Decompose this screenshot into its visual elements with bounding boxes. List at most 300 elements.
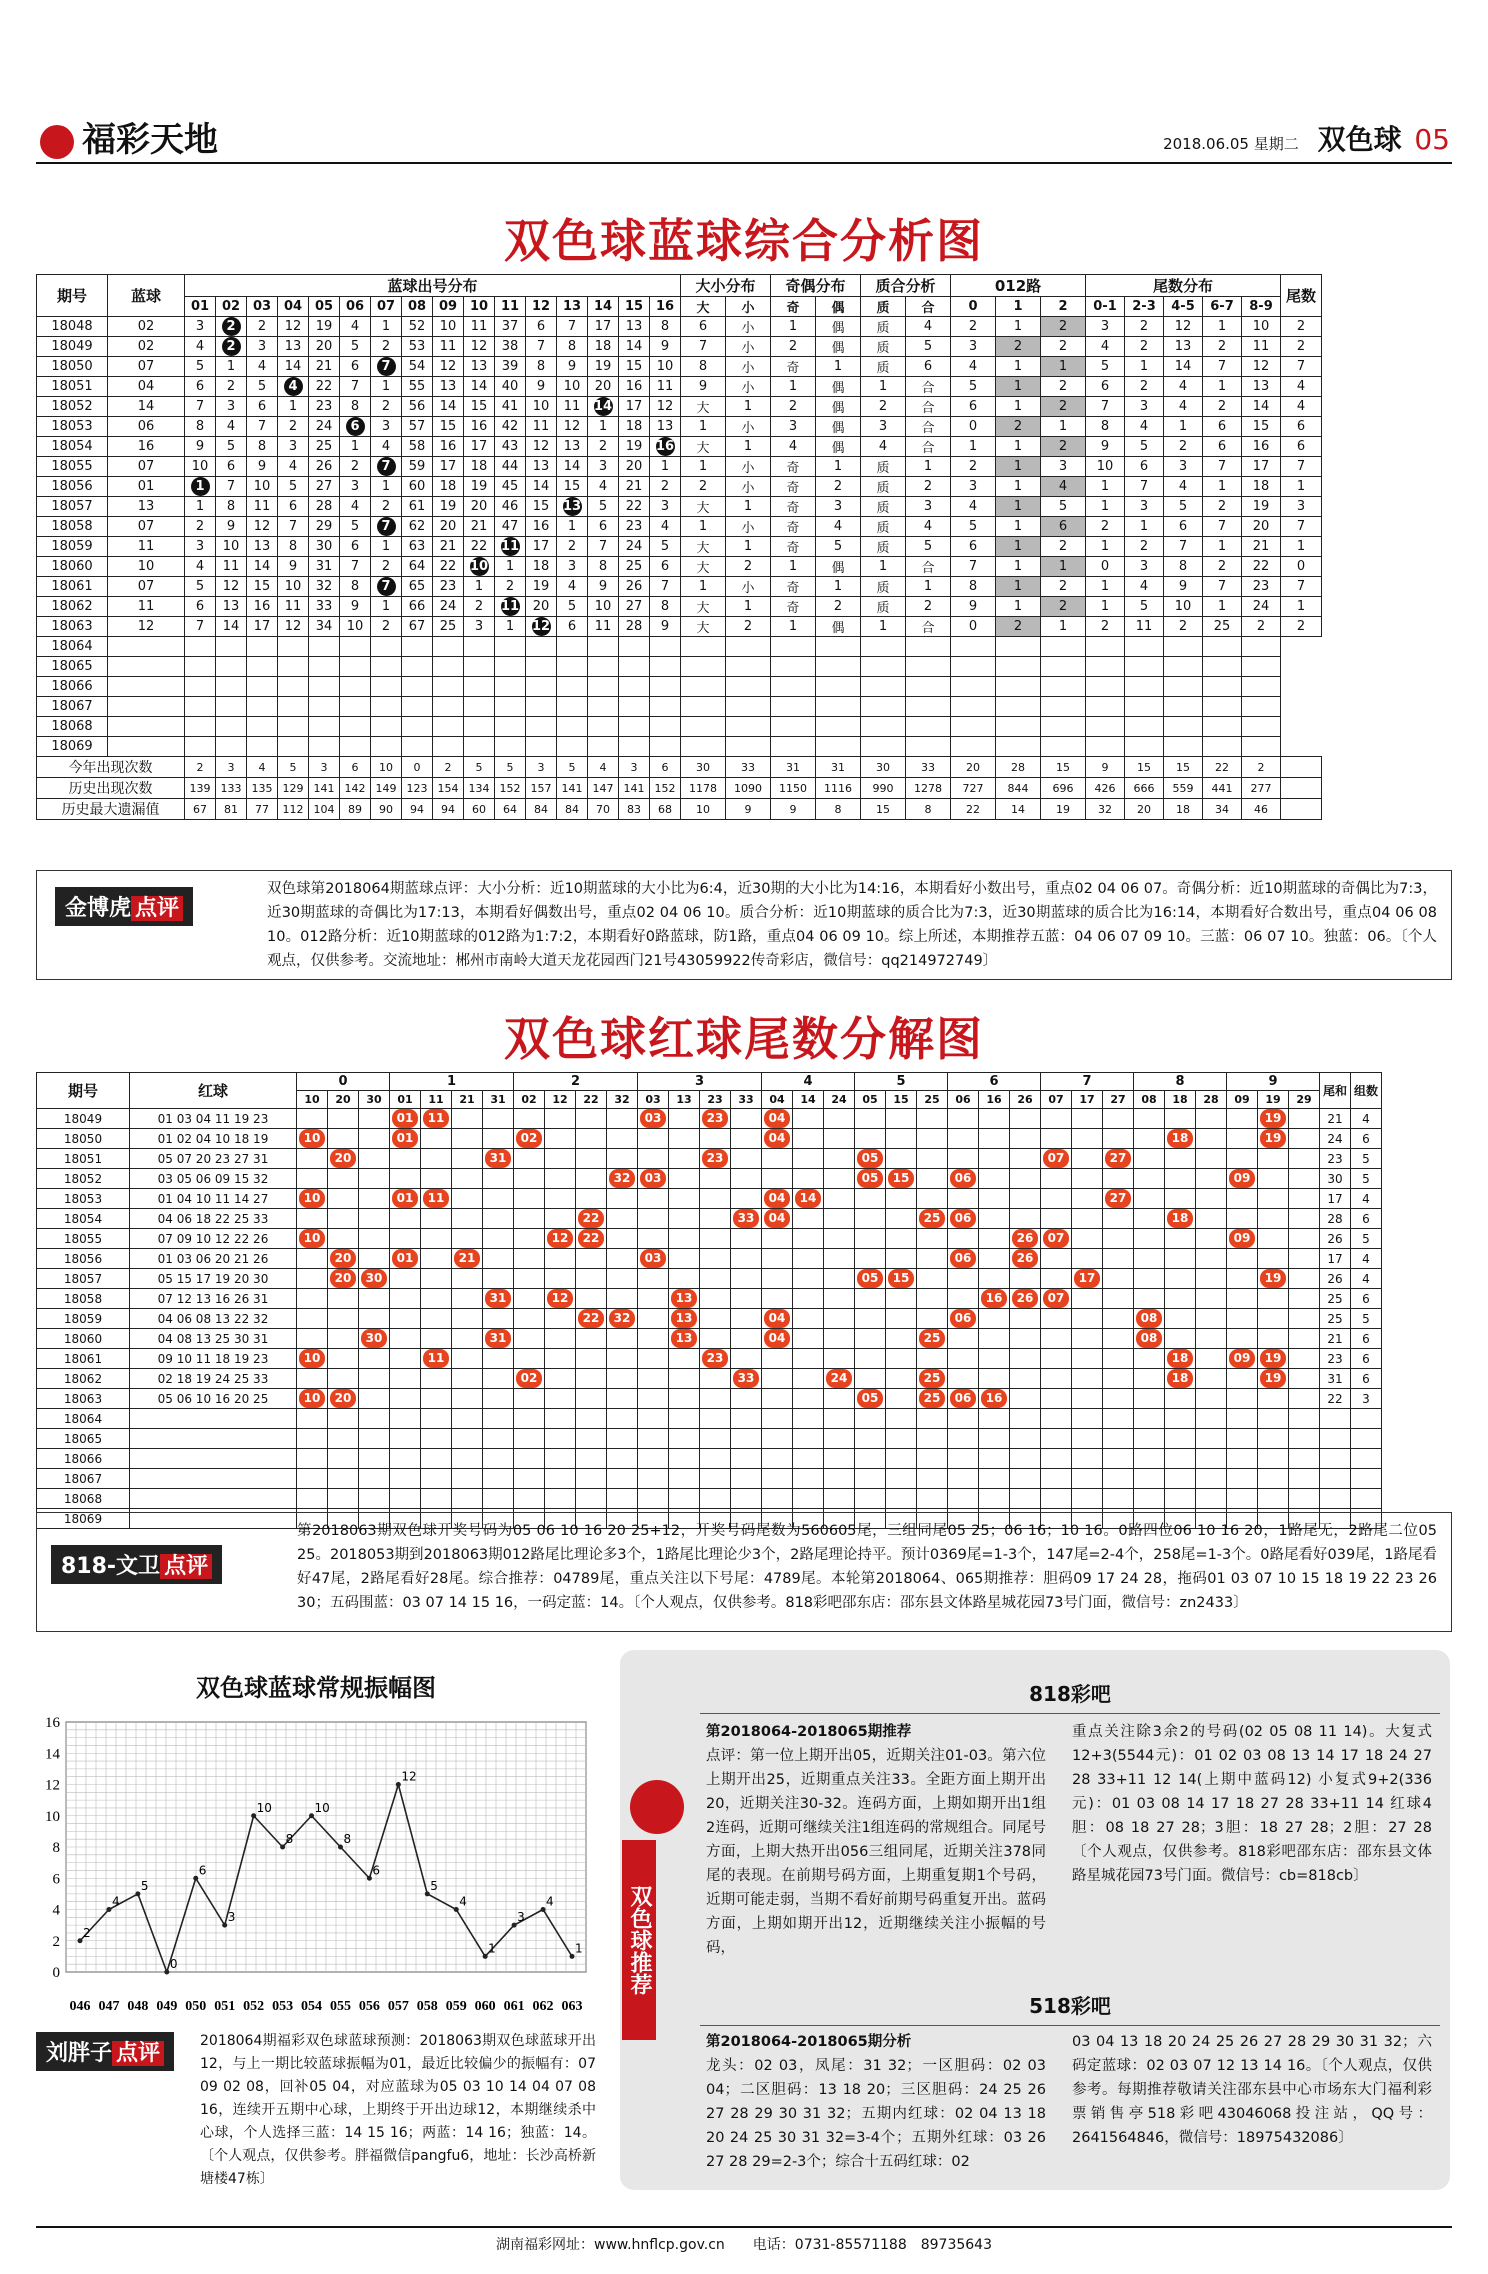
red-num-head: 20 — [328, 1091, 359, 1109]
tail-cell — [886, 1249, 917, 1269]
blue-cell: 07 — [108, 357, 185, 377]
tail-dist-cell: 6 — [1086, 377, 1125, 397]
tail-cell — [1227, 1369, 1258, 1389]
empty-cell — [1164, 677, 1203, 697]
dist-cell: 14 — [278, 357, 309, 377]
stats-cell: 15 — [1041, 757, 1086, 778]
red-num-head: 23 — [700, 1091, 731, 1109]
tail-cell — [607, 1189, 638, 1209]
table-row — [37, 1209, 1382, 1229]
empty-cell — [607, 1409, 638, 1429]
tail-cell — [1134, 1289, 1165, 1309]
blue-ball-mark: 2 — [222, 337, 241, 356]
tail-cell — [607, 1249, 638, 1269]
dist-cell: 10 — [588, 597, 619, 617]
empty-cell — [855, 1409, 886, 1429]
tail-cell — [855, 1269, 886, 1289]
tail-cell — [1134, 1209, 1165, 1229]
dist-cell: 37 — [495, 317, 526, 337]
empty-cell — [433, 657, 464, 677]
data-point — [280, 1845, 285, 1850]
tail-cell — [824, 1109, 855, 1129]
empty-cell — [861, 677, 906, 697]
tail-cell — [1134, 1369, 1165, 1389]
empty-cell — [185, 697, 216, 717]
empty-cell — [948, 1409, 979, 1429]
sum-cell: 25 — [1320, 1309, 1351, 1329]
issue-cell: 18066 — [37, 677, 108, 697]
tail-cell — [1258, 1169, 1289, 1189]
panel-badge-icon — [630, 1780, 684, 1834]
tail-cell — [359, 1309, 390, 1329]
tail-cell — [824, 1309, 855, 1329]
tail-dist-cell: 16 — [1242, 437, 1281, 457]
dist-cell: 11 — [650, 377, 681, 397]
group-cell: 6 — [1351, 1129, 1382, 1149]
dist-cell: 12 — [464, 337, 495, 357]
table-row — [37, 1329, 1382, 1349]
red-ball-mark: 13 — [671, 1289, 697, 1308]
tail-cell — [483, 1249, 514, 1269]
tail-cell — [917, 1169, 948, 1189]
empty-cell — [390, 1409, 421, 1429]
empty-cell — [1242, 657, 1281, 677]
empty-cell — [1134, 1449, 1165, 1469]
x-tick-label: 048 — [127, 1999, 149, 2014]
page-header-info — [1163, 118, 1450, 158]
empty-cell — [1320, 1469, 1351, 1489]
tail-cell — [1041, 1189, 1072, 1209]
tail-cell — [762, 1229, 793, 1249]
empty-cell — [1164, 697, 1203, 717]
red-ball-mark: 23 — [702, 1109, 728, 1128]
dist-cell: 2 — [464, 597, 495, 617]
tail-cell — [607, 1329, 638, 1349]
empty-cell — [495, 637, 526, 657]
tail-cell — [328, 1169, 359, 1189]
empty-cell — [619, 637, 650, 657]
empty-cell — [514, 1429, 545, 1449]
stat-cell: 偶 — [816, 417, 861, 437]
red-ball-mark: 07 — [1043, 1289, 1069, 1308]
issue-cell: 18048 — [37, 317, 108, 337]
empty-cell — [1086, 697, 1125, 717]
stats-cell: 2 — [1242, 757, 1281, 778]
red-ball-mark: 30 — [361, 1269, 387, 1288]
tail-cell — [390, 1229, 421, 1249]
empty-cell — [1289, 1429, 1320, 1449]
stats-cell: 3 — [216, 757, 247, 778]
empty-cell — [650, 637, 681, 657]
x-tick-label: 053 — [272, 1999, 294, 2014]
empty-cell — [340, 677, 371, 697]
tail-cell — [762, 1189, 793, 1209]
dist-cell: 13 — [650, 417, 681, 437]
x-tick-label: 047 — [98, 1999, 120, 2014]
tail-cell — [1041, 1249, 1072, 1269]
s818-left: 点评：第一位上期开出05，近期关注01-03。第六位上期开出25，近期重点关注33。全距方面上期开出20，近期关注30-32。连码方面，上期如期开出1组2连码，近期可继续关注1组连码的常规组合。同尾号方面，上期大热开出056三组同尾，近期关注378同尾的表现。在前期号码方面，上期重复期1个号码，近期可能走弱，当期不看好前期号码重复开出。蓝码方面，上期如期开出12，近期继续关注小振幅的号码， — [706, 1748, 1046, 1956]
red-ball-mark: 06 — [950, 1249, 976, 1268]
tail-dist-cell: 7 — [1164, 537, 1203, 557]
dist-cell: 6 — [247, 397, 278, 417]
dist-cell: 20 — [309, 337, 340, 357]
tail-dist-cell: 2 — [1125, 337, 1164, 357]
tail-cell — [483, 1309, 514, 1329]
dist-cell: 1 — [495, 557, 526, 577]
dist-cell: 21 — [309, 357, 340, 377]
tail-cell — [390, 1349, 421, 1369]
issue-cell: 18059 — [37, 537, 108, 557]
empty-cell — [1041, 697, 1086, 717]
red-ball-mark: 18 — [1167, 1209, 1193, 1228]
tail-cell — [607, 1269, 638, 1289]
dist-cell: 10 — [650, 357, 681, 377]
red-ball-mark: 06 — [950, 1389, 976, 1408]
empty-cell — [650, 677, 681, 697]
tail-cell — [1041, 1209, 1072, 1229]
stats-cell: 90 — [371, 799, 402, 820]
blue-num-head: 16 — [650, 297, 681, 317]
empty-cell — [340, 697, 371, 717]
empty-cell — [1125, 677, 1164, 697]
empty-cell — [1351, 1489, 1382, 1509]
tail-cell — [1134, 1269, 1165, 1289]
stat-cell: 1 — [681, 457, 726, 477]
red-ball-mark: 13 — [671, 1309, 697, 1328]
tail-cell — [824, 1349, 855, 1369]
stats-cell: 149 — [371, 778, 402, 799]
empty-cell — [951, 657, 996, 677]
newspaper-logo: 福彩天地 — [40, 112, 218, 161]
tail-cell: 4 — [1281, 397, 1322, 417]
dist-cell: 12 — [278, 617, 309, 637]
tail-cell — [793, 1329, 824, 1349]
table-row — [37, 1189, 1382, 1209]
issue-cell: 18061 — [37, 577, 108, 597]
tail-cell — [886, 1329, 917, 1349]
stats-cell: 94 — [402, 799, 433, 820]
stat-cell: 大 — [681, 497, 726, 517]
empty-cell — [278, 677, 309, 697]
dist-cell: 26 — [309, 457, 340, 477]
stats-cell: 142 — [340, 778, 371, 799]
x-tick-label: 052 — [243, 1999, 265, 2014]
red-ball-mark: 10 — [299, 1349, 325, 1368]
stats-label: 历史出现次数 — [37, 778, 185, 799]
tail-cell — [390, 1209, 421, 1229]
stat-cell: 2 — [771, 337, 816, 357]
empty-cell — [1103, 1489, 1134, 1509]
stats-cell: 67 — [185, 799, 216, 820]
tail-dist-cell: 11 — [1125, 617, 1164, 637]
blue-cell: 14 — [108, 397, 185, 417]
y-tick-label: 2 — [52, 1933, 60, 1950]
tail-cell — [483, 1389, 514, 1409]
tail-cell — [1289, 1389, 1320, 1409]
dist-cell: 8 — [247, 437, 278, 457]
tail-cell — [1072, 1329, 1103, 1349]
empty-cell — [421, 1489, 452, 1509]
red-ball-mark: 04 — [764, 1209, 790, 1228]
empty-cell — [1165, 1469, 1196, 1489]
dist-cell: 19 — [464, 477, 495, 497]
dist-cell: 19 — [619, 437, 650, 457]
tail-dist-cell: 1 — [1086, 597, 1125, 617]
s518-sub: 第2018064-2018065期分析 — [706, 2034, 912, 2050]
tail-dist-cell: 10 — [1086, 457, 1125, 477]
empty-cell — [464, 697, 495, 717]
tail-cell — [514, 1369, 545, 1389]
tail-cell — [1072, 1189, 1103, 1209]
dist-cell: 29 — [309, 517, 340, 537]
data-label: 10 — [256, 1800, 272, 1815]
table-row — [37, 497, 1322, 517]
tail-cell — [297, 1209, 328, 1229]
empty-cell — [855, 1469, 886, 1489]
empty-cell — [1320, 1409, 1351, 1429]
dist-cell: 19 — [309, 317, 340, 337]
dist-cell: 2 — [495, 577, 526, 597]
issue-cell: 18056 — [37, 1249, 130, 1269]
red-ball-mark: 20 — [330, 1149, 356, 1168]
tail-cell — [297, 1369, 328, 1389]
red-ball-mark: 07 — [1043, 1149, 1069, 1168]
tail-cell — [514, 1329, 545, 1349]
tail-cell — [483, 1109, 514, 1129]
dist-cell: 13 — [216, 597, 247, 617]
empty-cell — [433, 677, 464, 697]
empty-cell — [1041, 717, 1086, 737]
sum-cell: 26 — [1320, 1229, 1351, 1249]
tail-cell — [979, 1269, 1010, 1289]
dist-cell: 1 — [340, 437, 371, 457]
dist-cell: 67 — [402, 617, 433, 637]
stat-cell: 小 — [726, 377, 771, 397]
dist-cell: 14 — [619, 337, 650, 357]
data-point — [309, 1813, 314, 1818]
empty-cell — [607, 1469, 638, 1489]
empty-cell — [464, 657, 495, 677]
empty-cell — [108, 657, 185, 677]
data-label: 3 — [517, 1910, 525, 1925]
empty-cell — [588, 637, 619, 657]
red-ball-mark: 25 — [919, 1329, 945, 1348]
empty-cell — [390, 1489, 421, 1509]
dist-cell: 3 — [216, 397, 247, 417]
red-ball-mark: 03 — [640, 1249, 666, 1268]
empty-cell — [917, 1449, 948, 1469]
tail-cell — [917, 1129, 948, 1149]
red-ball-mark: 11 — [423, 1109, 449, 1128]
issue-cell: 18052 — [37, 1169, 130, 1189]
empty-cell — [669, 1489, 700, 1509]
tail-dist-cell: 13 — [1164, 337, 1203, 357]
stat-cell: 合 — [906, 617, 951, 637]
blue-ball-mark: 11 — [500, 599, 520, 614]
empty-cell — [669, 1429, 700, 1449]
dist-cell: 13 — [278, 337, 309, 357]
tail-cell — [545, 1109, 576, 1129]
stats-cell: 426 — [1086, 778, 1125, 799]
stat-cell: 1 — [726, 397, 771, 417]
stats-cell: 133 — [216, 778, 247, 799]
issue-cell: 18050 — [37, 357, 108, 377]
col-red: 红球 — [130, 1073, 297, 1109]
dist-cell: 3 — [557, 557, 588, 577]
tail-cell — [1072, 1169, 1103, 1189]
tail-cell — [824, 1189, 855, 1209]
group-cell: 5 — [1351, 1309, 1382, 1329]
red-num-head: 30 — [359, 1091, 390, 1109]
issue-cell: 18062 — [37, 597, 108, 617]
col-issue: 期号 — [37, 275, 108, 317]
tail-cell — [855, 1169, 886, 1189]
stats-cell: 20 — [951, 757, 996, 778]
tail-cell — [359, 1269, 390, 1289]
issue-cell: 18069 — [37, 1509, 130, 1529]
dist-cell: 7 — [185, 397, 216, 417]
empty-cell — [816, 737, 861, 757]
route-cell: 1 — [996, 517, 1041, 537]
table-row — [37, 1289, 1382, 1309]
tail-cell — [1010, 1189, 1041, 1209]
tail-cell — [948, 1389, 979, 1409]
tail-cell — [1072, 1269, 1103, 1289]
dist-cell — [216, 317, 247, 337]
route-cell: 6 — [1041, 517, 1086, 537]
empty-cell — [979, 1449, 1010, 1469]
stats-cell: 31 — [771, 757, 816, 778]
tail-cell — [1227, 1249, 1258, 1269]
red-cell: 03 05 06 09 15 32 — [130, 1169, 297, 1189]
stat-cell: 2 — [681, 477, 726, 497]
tail-cell — [669, 1209, 700, 1229]
comment-text-jin: 双色球第2018064期蓝球点评：大小分析：近10期蓝球的大小比为6:4，近30期的大小比为14:16，本期看好小数出号，重点02 04 06 07。奇偶分析：近10期蓝球的奇偶比为7:3，近30期蓝球的奇偶比为17:13，本期看好偶数出号，重点02 04 06 10。质合分析：近10期蓝球的质合比为7:3，近30期蓝球的质合比为16:14，本期看好合数出号，重点04 06 08 10。012路分析：近10期蓝球的012路为1:7:2，本期看好0路蓝球，防1路，重点04 06 09 10。综上所述，本期推荐五蓝：04 06 07 09 10。三蓝：06 07 10。独蓝：06。〔个人观点，仅供参考。交流地址：郴州市南岭大道天龙花园西门21号43059922传奇彩店，微信号：qq214972749〕 — [267, 881, 1437, 969]
dist-cell: 6 — [526, 317, 557, 337]
stat-cell: 质 — [861, 597, 906, 617]
empty-cell — [576, 1469, 607, 1489]
empty-cell — [402, 737, 433, 757]
empty-cell — [297, 1429, 328, 1449]
tail-cell — [793, 1129, 824, 1149]
tail-cell — [545, 1349, 576, 1369]
issue-cell: 18055 — [37, 457, 108, 477]
tail-cell — [359, 1209, 390, 1229]
dist-cell: 9 — [650, 337, 681, 357]
red-cell: 01 04 10 11 14 27 — [130, 1189, 297, 1209]
dist-cell: 20 — [433, 517, 464, 537]
dist-cell: 6 — [185, 377, 216, 397]
tail-cell — [576, 1109, 607, 1129]
data-label: 5 — [430, 1878, 438, 1893]
stat-cell: 2 — [816, 597, 861, 617]
empty-cell — [185, 717, 216, 737]
red-ball-mark: 25 — [919, 1369, 945, 1388]
route-cell: 4 — [1041, 477, 1086, 497]
tail-cell — [1134, 1129, 1165, 1149]
empty-cell — [619, 737, 650, 757]
dist-cell: 11 — [588, 617, 619, 637]
tail-cell — [762, 1129, 793, 1149]
route-cell: 1 — [996, 317, 1041, 337]
tail-cell — [390, 1369, 421, 1389]
tail-cell — [638, 1129, 669, 1149]
tail-cell — [545, 1289, 576, 1309]
red-ball-mark: 19 — [1260, 1129, 1286, 1148]
tail-dist-cell: 1 — [1086, 497, 1125, 517]
tail-cell — [793, 1249, 824, 1269]
dist-cell: 6 — [650, 557, 681, 577]
dist-cell: 4 — [247, 357, 278, 377]
tail-cell — [1289, 1309, 1320, 1329]
group-cell: 6 — [1351, 1329, 1382, 1349]
empty-cell — [278, 657, 309, 677]
route-cell: 1 — [996, 577, 1041, 597]
empty-cell — [297, 1469, 328, 1489]
empty-cell — [278, 717, 309, 737]
tail-dist-cell: 2 — [1203, 497, 1242, 517]
group-cell: 5 — [1351, 1169, 1382, 1189]
data-label: 5 — [140, 1878, 149, 1893]
red-ball-mark: 15 — [888, 1169, 914, 1188]
stat-cell: 奇 — [771, 577, 816, 597]
stats-cell: 46 — [1242, 799, 1281, 820]
tail-cell — [483, 1229, 514, 1249]
empty-cell — [669, 1469, 700, 1489]
tail-cell — [514, 1109, 545, 1129]
blue-cell: 13 — [108, 497, 185, 517]
red-cell: 05 15 17 19 20 30 — [130, 1269, 297, 1289]
tail-cell — [576, 1249, 607, 1269]
dist-cell: 3 — [185, 317, 216, 337]
tail-cell — [297, 1229, 328, 1249]
dist-cell: 11 — [278, 597, 309, 617]
route-cell: 2 — [996, 417, 1041, 437]
red-cell: 02 18 19 24 25 33 — [130, 1369, 297, 1389]
dist-cell: 7 — [340, 377, 371, 397]
tail-cell — [1134, 1229, 1165, 1249]
tail-cell — [359, 1329, 390, 1349]
dist-cell: 6 — [278, 497, 309, 517]
dist-cell: 17 — [464, 437, 495, 457]
stats-cell: 15 — [861, 799, 906, 820]
red-analysis-table — [36, 1072, 1382, 1529]
tail-cell — [824, 1209, 855, 1229]
tail-cell — [421, 1309, 452, 1329]
tail-cell — [1258, 1269, 1289, 1289]
dist-cell: 7 — [650, 577, 681, 597]
empty-cell — [526, 697, 557, 717]
dist-cell: 10 — [216, 537, 247, 557]
empty-cell — [1196, 1409, 1227, 1429]
dist-cell: 18 — [464, 457, 495, 477]
blue-sub-head: 0 — [951, 297, 996, 317]
tail-cell — [607, 1289, 638, 1309]
tail-cell — [1041, 1309, 1072, 1329]
dist-cell: 6 — [340, 357, 371, 377]
tail-cell — [545, 1189, 576, 1209]
tail-cell — [1258, 1229, 1289, 1249]
dist-cell: 2 — [371, 497, 402, 517]
tail-cell — [855, 1229, 886, 1249]
stat-cell: 5 — [906, 337, 951, 357]
dist-cell: 11 — [557, 397, 588, 417]
tail-cell — [1010, 1169, 1041, 1189]
dist-cell: 6 — [185, 597, 216, 617]
tail-cell — [669, 1309, 700, 1329]
data-point — [483, 1954, 488, 1959]
dist-cell: 10 — [185, 457, 216, 477]
